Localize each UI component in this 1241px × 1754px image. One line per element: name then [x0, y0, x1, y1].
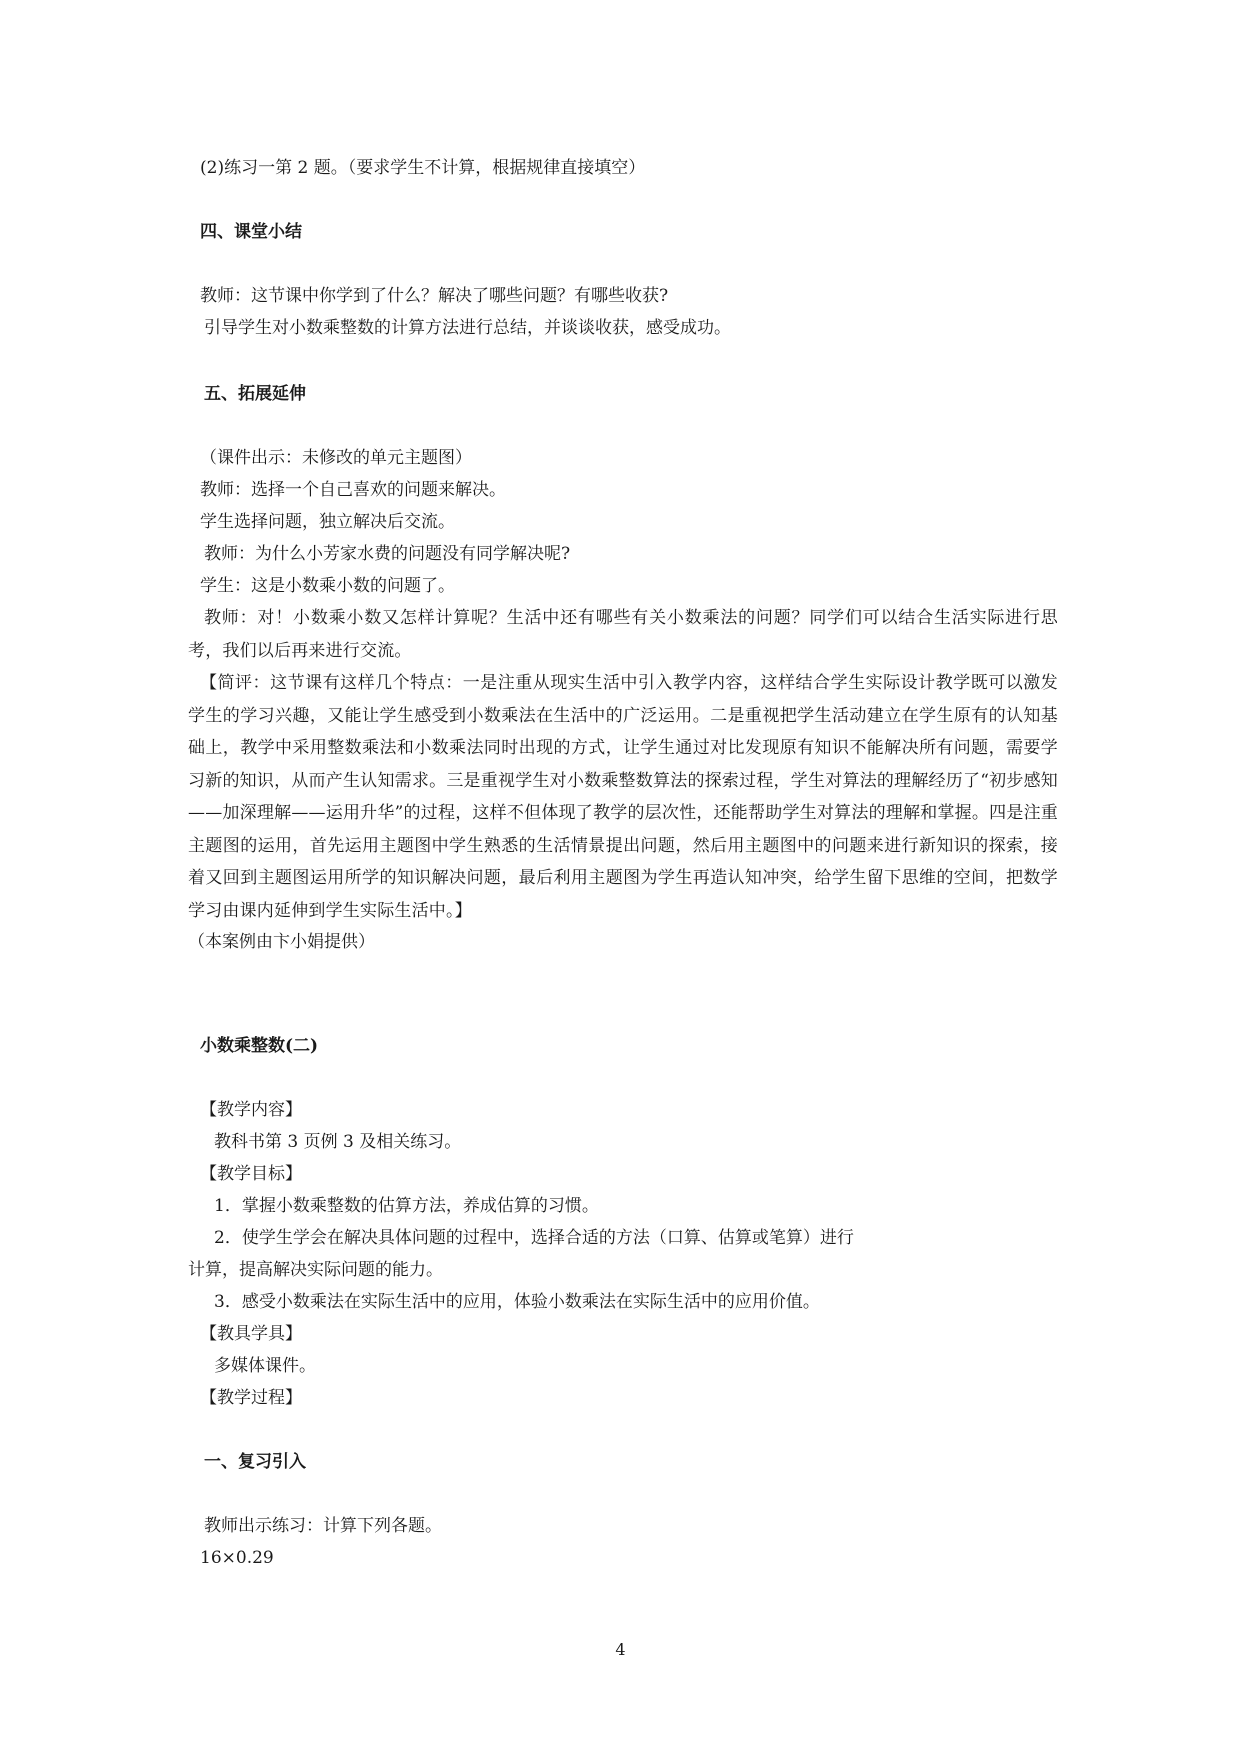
label-teaching-goals: 【教学目标】	[200, 1164, 302, 1184]
page-number: 4	[615, 1640, 626, 1659]
text-line: 教师：选择一个自己喜欢的问题来解决。	[200, 480, 506, 500]
label-teaching-process: 【教学过程】	[200, 1388, 302, 1408]
text-line: 学生：这是小数乘小数的问题了。	[200, 576, 455, 596]
exercise-expression: 16×0.29	[200, 1548, 274, 1568]
label-teaching-content: 【教学内容】	[200, 1100, 302, 1120]
case-credit: （本案例由卞小娟提供）	[188, 932, 375, 952]
label-teaching-aids: 【教具学具】	[200, 1324, 302, 1344]
teacher-paragraph: 教师：对！小数乘小数又怎样计算呢？生活中还有哪些有关小数乘法的问题？同学们可以结合生活实际进行思考，我们以后再来进行交流。	[188, 608, 1058, 661]
section-heading-review: 一、复习引入	[204, 1452, 306, 1472]
text-line: 教师：这节课中你学到了什么？解决了哪些问题？有哪些收获?	[200, 286, 669, 306]
section-heading-summary: 四、课堂小结	[200, 222, 302, 242]
text-line: 教师：为什么小芳家水费的问题没有同学解决呢?	[204, 544, 571, 564]
text-line: 教科书第 3 页例 3 及相关练习。	[214, 1132, 462, 1152]
text-line: 引导学生对小数乘整数的计算方法进行总结，并谈谈收获，感受成功。	[204, 318, 731, 338]
text-line: 教师出示练习：计算下列各题。	[204, 1516, 442, 1536]
review-paragraph: 【简评：这节课有这样几个特点：一是注重从现实生活中引入教学内容，这样结合学生实际设计教学既可以激发学生的学习兴趣，又能让学生感受到小数乘法在生活中的广泛运用。二是重视把学生活动建立在学生原有的认知基础上，教学中采用整数乘法和小数乘法同时出现的方式，让学生通过对比发现原有知识不能解决所有问题，需要学习新的知识，从而产生认知需求。三是重视学生对小数乘整数算法的探索过程，学生对算法的理解经历了“初步感知——加深理解——运用升华”的过程，这样不但体现了教学的层次性，还能帮助学生对算法的理解和掌握。四是注重主题图的运用，首先运用主题图中学生熟悉的生活情景提出问题，然后用主题图中的问题来进行新知识的探索，接着又回到主题图运用所学的知识解决问题，最后利用主题图为学生再造认知冲突，给学生留下思维的空间，把数学学习由课内延伸到学生实际生活中。】	[188, 673, 1058, 921]
text-line: （课件出示：未修改的单元主题图）	[200, 448, 472, 468]
text-line: 学生选择问题，独立解决后交流。	[200, 512, 455, 532]
goal-item: 2．使学生学会在解决具体问题的过程中，选择合适的方法（口算、估算或笔算）进行	[214, 1228, 854, 1248]
lesson-title: 小数乘整数(二)	[200, 1036, 319, 1056]
text-line: 多媒体课件。	[214, 1356, 316, 1376]
section-heading-extend: 五、拓展延伸	[204, 384, 306, 404]
goal-item-continued: 计算，提高解决实际问题的能力。	[188, 1260, 443, 1280]
exercise-line: (2)练习一第 2 题。（要求学生不计算，根据规律直接填空）	[200, 158, 646, 178]
goal-item: 3．感受小数乘法在实际生活中的应用，体验小数乘法在实际生活中的应用价值。	[214, 1292, 820, 1312]
goal-item: 1．掌握小数乘整数的估算方法，养成估算的习惯。	[214, 1196, 599, 1216]
